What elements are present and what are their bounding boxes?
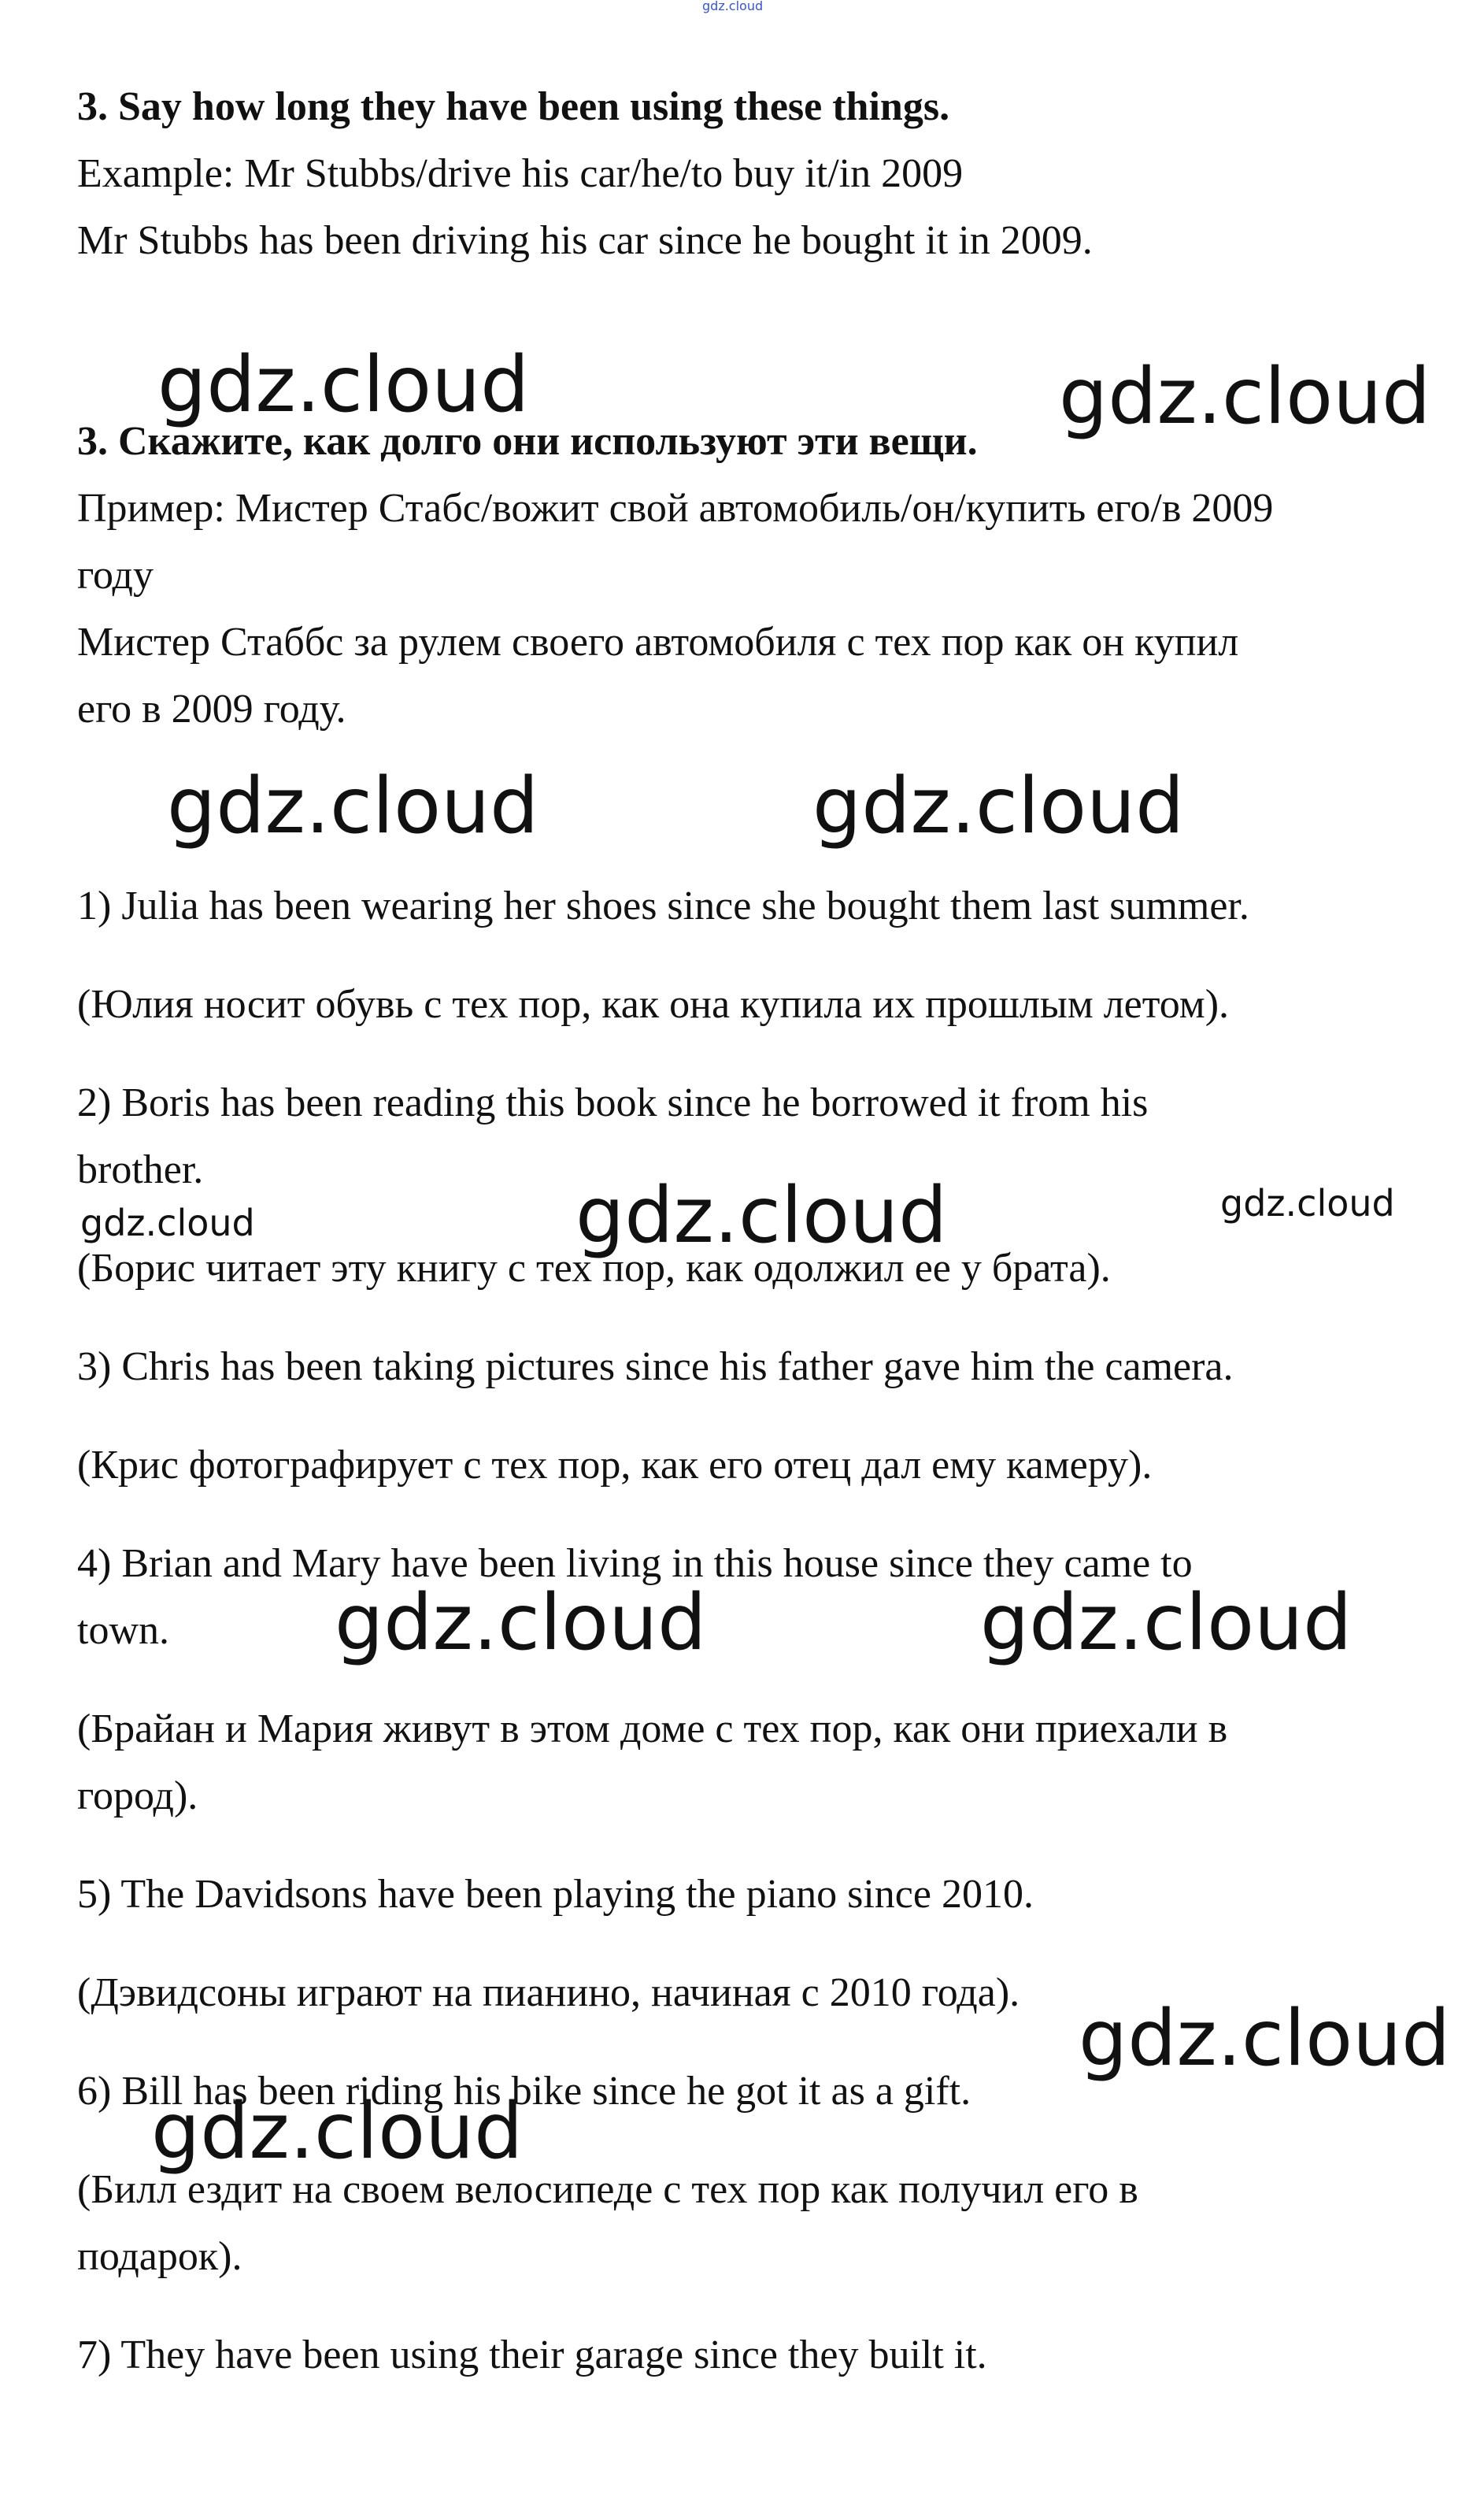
item-7-en: 7) They have been using their garage since they built it. bbox=[77, 2333, 987, 2377]
item-6-ru-line2: подарок). bbox=[77, 2234, 242, 2279]
task-example-en: Example: Mr Stubbs/drive his car/he/to buy it/in 2009 bbox=[77, 151, 964, 196]
item-1-en: 1) Julia has been wearing her shoes since she bought them last summer. bbox=[77, 884, 1249, 928]
task-example-ru-line2: году bbox=[77, 553, 154, 598]
top-watermark: gdz.cloud bbox=[702, 0, 764, 13]
item-6-en: 6) Bill has been riding his bike since he got it as a gift. bbox=[77, 2069, 971, 2114]
watermark: gdz.cloud bbox=[980, 1578, 1353, 1668]
task-heading-ru: 3. Скажите, как долго они используют эти вещи. bbox=[77, 419, 978, 464]
watermark: gdz.cloud bbox=[812, 761, 1185, 851]
watermark: gdz.cloud bbox=[157, 340, 530, 430]
task-example-ru-line1: Пример: Мистер Стабс/вожит свой автомобиль/он/купить его/в 2009 bbox=[77, 486, 1274, 531]
task-answer-en: Mr Stubbs has been driving his car since he bought it in 2009. bbox=[77, 218, 1093, 263]
watermark: gdz.cloud bbox=[1079, 1994, 1451, 2084]
item-4-en-line2: town. bbox=[77, 1608, 169, 1653]
item-3-en: 3) Chris has been taking pictures since his father gave him the camera. bbox=[77, 1344, 1234, 1389]
watermark: gdz.cloud bbox=[1059, 352, 1431, 442]
watermark: gdz.cloud bbox=[167, 761, 539, 851]
item-4-ru-line1: (Брайан и Мария живут в этом доме с тех пор, как они приехали в bbox=[77, 1706, 1228, 1751]
task-answer-ru-line2: его в 2009 году. bbox=[77, 687, 346, 732]
watermark: gdz.cloud bbox=[1220, 1182, 1395, 1225]
item-5-ru: (Дэвидсоны играют на пианино, начиная с 2010 года). bbox=[77, 1970, 1020, 2015]
item-2-ru: (Борис читает эту книгу с тех пор, как одолжил ее у брата). bbox=[77, 1246, 1111, 1291]
watermark: gdz.cloud bbox=[575, 1171, 948, 1261]
item-2-en-line2: brother. bbox=[77, 1147, 204, 1192]
item-5-en: 5) The Davidsons have been playing the piano since 2010. bbox=[77, 1872, 1034, 1917]
watermark: gdz.cloud bbox=[80, 1202, 255, 1244]
watermark: gdz.cloud bbox=[151, 2087, 524, 2177]
item-6-ru-line1: (Билл ездит на своем велосипеде с тех пор как получил его в bbox=[77, 2167, 1138, 2212]
item-4-ru-line2: город). bbox=[77, 1773, 198, 1818]
task-answer-ru-line1: Мистер Стаббс за рулем своего автомобиля с тех пор как он купил bbox=[77, 620, 1239, 665]
task-heading-en: 3. Say how long they have been using these things. bbox=[77, 84, 950, 129]
item-2-en-line1: 2) Boris has been reading this book since he borrowed it from his bbox=[77, 1080, 1149, 1125]
item-3-ru: (Крис фотографирует с тех пор, как его отец дал ему камеру). bbox=[77, 1443, 1153, 1488]
item-4-en-line1: 4) Brian and Mary have been living in this house since they came to bbox=[77, 1541, 1193, 1586]
item-1-ru: (Юлия носит обувь с тех пор, как она купила их прошлым летом). bbox=[77, 982, 1230, 1027]
watermark: gdz.cloud bbox=[335, 1578, 707, 1668]
